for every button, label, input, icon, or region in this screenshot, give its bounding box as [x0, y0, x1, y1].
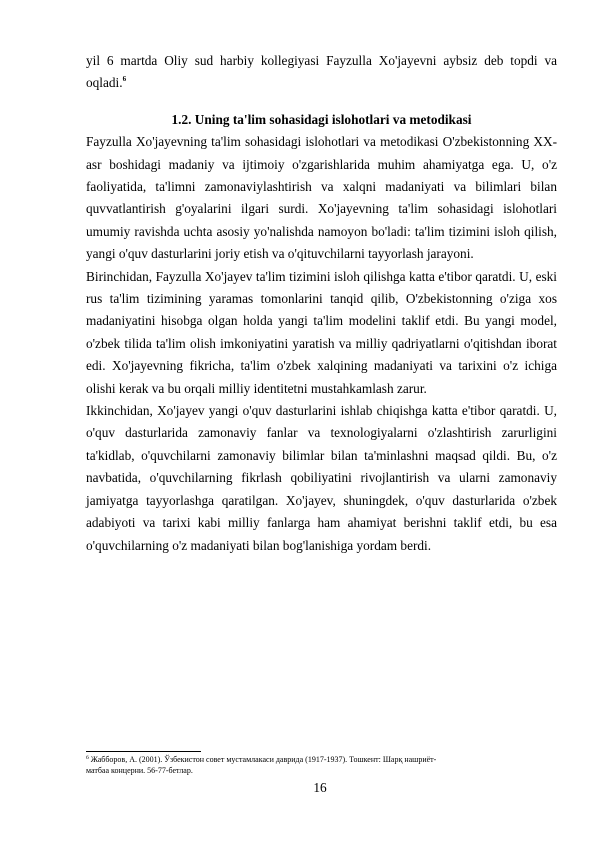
paragraph-1: Fayzulla Xo'jayevning ta'lim sohasidagi islohotlari va metodikasi O'zbekistonning XX-asr boshidagi madaniy va ijtimoiy o'zgarishlarida muhim ahamiyatga ega. U, o'z faoliyatida, ta'limni zamonaviylashtirish va xalqni madaniyati va bilimlari bilan quvvatlantirish g'oyalarini ilgari surdi. Xo'jayevning ta'lim sohasidagi islohotlari umumiy ravishda uchta asosiy yo'nalishda namoyon bo'ladi: ta'lim tizimini isloh qilish, yangi o'quv dasturlarini joriy etish va o'qituvchilarni tayyorlash jarayoni. — [86, 134, 557, 262]
footnote-divider — [86, 751, 201, 752]
footnote-text-line-1: Жабборов, А. (2001). Ўзбекистон совет мустамлакаси даврида (1917-1937). Тошкент: Шарқ нашриёт- — [90, 755, 437, 764]
section-heading: 1.2. Uning ta'lim sohasidagi islohotlari va metodikasi — [171, 111, 472, 127]
footnote-mark: 6 — [86, 755, 89, 761]
paragraph-2: Birinchidan, Fayzulla Xo'jayev ta'lim tizimini isloh qilishga katta e'tibor qaratdi. U, eski rus ta'lim tizimining yaramas tomonlarini tanqid qilib, O'zbekistonning o'ziga xos madaniyatini hisobga olgan holda yangi ta'lim modelini taklif etdi. Bu yangi model, o'zbek tilida ta'lim olish imkoniyatini yaratish va milliy qadriyatlarni o'qitishdan iborat edi. Xo'jayevning fikricha, ta'lim o'zbek xalqining madaniyati va tarixini o'z ichiga olishi kerak va bu orqali milliy identitetni mustahkamlash zarur. — [86, 268, 557, 396]
page-number: 16 — [313, 780, 327, 795]
footnote-text-line-2: матбаа концерни. 56-77-бетлар. — [86, 765, 193, 775]
heading-spacer — [86, 95, 557, 109]
intro-paragraph — [86, 50, 557, 95]
footnote — [86, 755, 557, 776]
footnote-reference[interactable]: 6 — [122, 75, 127, 84]
body-text — [86, 50, 557, 557]
intro-paragraph-text: yil 6 martda Oliy sud harbiy kollegiyasi Fayzulla Xo'jayevni aybsiz deb topdi va oqladi. — [86, 53, 557, 91]
paragraph-3: Ikkinchidan, Xo'jayev yangi o'quv dasturlarini ishlab chiqishga katta e'tibor qaratdi. U, o'quv dasturlarida zamonaviy fanlar va texnologiyalarni o'zlashtirish zarurligini ta'kidlab, o'quvchilarni zamonaviy bilimlar bilan ta'minlashni maqsad qildi. Bu, o'z navbatida, o'quvchilarning fikrlash qobiliyatini rivojlantirish va ularni zamonaviy jamiyatga tayyorlashga qaratilgan. Xo'jayev, shuningdek, o'quv dasturlarida o'zbek adabiyoti va tarixi kabi milliy fanlarga ham ahamiyat berishni taklif etdi, bu esa o'quvchilarning o'z madaniyati bilan bog'lanishiga yordam berdi. — [86, 403, 557, 553]
